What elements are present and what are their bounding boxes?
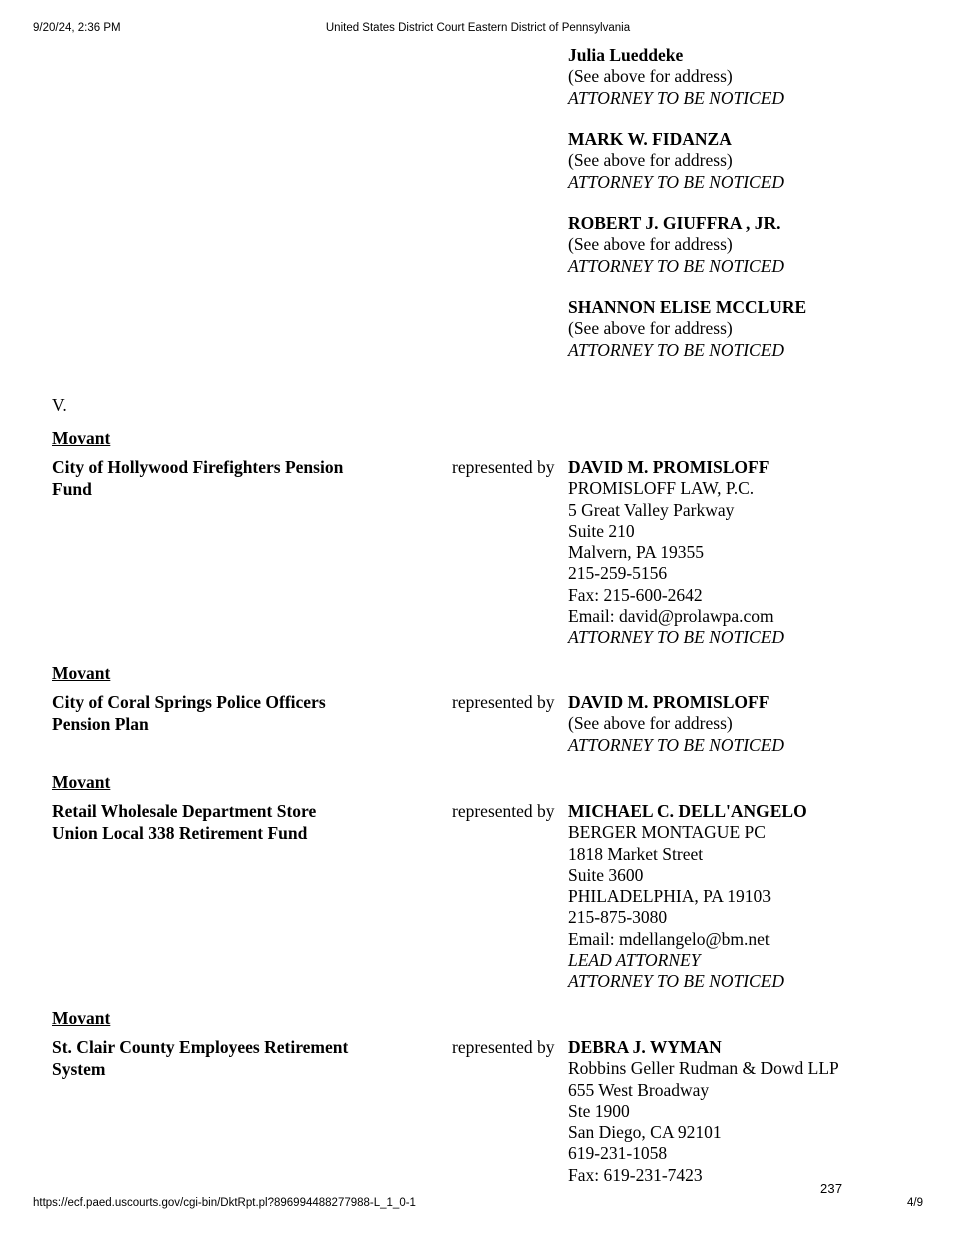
attorney-address-line: Robbins Geller Rudman & Dowd LLP (568, 1058, 839, 1079)
attorney-column (568, 297, 948, 361)
attorney-address-line: 1818 Market Street (568, 843, 704, 864)
party-column (52, 663, 432, 735)
attorney-address-line: San Diego, CA 92101 (568, 1122, 722, 1143)
party-name-line: Union Local 338 Retirement Fund (52, 822, 308, 843)
attorney-address-line: Malvern, PA 19355 (568, 542, 704, 563)
attorney-name[interactable]: DAVID M. PROMISLOFF (568, 692, 770, 712)
print-header-title: United States District Court Eastern District of Pennsylvania (325, 22, 631, 34)
party-name-line: City of Hollywood Firefighters Pension (52, 457, 344, 478)
bates-stamp: 237 (820, 1181, 843, 1196)
attorney-status: ATTORNEY TO BE NOTICED (568, 255, 785, 276)
attorney-column (568, 129, 948, 193)
represented-by-label: represented by (452, 457, 555, 477)
attorney-column (568, 692, 948, 756)
represented-by-label: represented by (452, 1037, 555, 1057)
attorney-address-line: (See above for address) (568, 66, 733, 87)
party-role-spacer (52, 684, 432, 692)
attorney-status: ATTORNEY TO BE NOTICED (568, 734, 785, 755)
party-name-line: City of Coral Springs Police Officers (52, 692, 326, 713)
attorney-column (568, 457, 948, 649)
attorney-name[interactable]: ROBERT J. GIUFFRA , JR. (568, 213, 781, 233)
print-footer (0, 1195, 956, 1211)
party-role-label: Movant (52, 663, 111, 683)
attorney-column (568, 801, 948, 993)
attorney-address-line: 215-259-5156 (568, 563, 668, 584)
attorney-name[interactable]: Julia Lueddeke (568, 45, 684, 65)
attorney-name[interactable]: MARK W. FIDANZA (568, 129, 732, 149)
party-role-spacer (52, 793, 432, 801)
attorney-address-line: Suite 3600 (568, 864, 644, 885)
attorney-column (568, 1037, 948, 1186)
attorney-address-line: Fax: 215-600-2642 (568, 584, 703, 605)
party-role-label: Movant (52, 428, 111, 448)
print-header (0, 20, 956, 36)
attorney-address-line: 619-231-1058 (568, 1143, 668, 1164)
attorney-status: ATTORNEY TO BE NOTICED (568, 171, 785, 192)
attorney-name[interactable]: SHANNON ELISE MCCLURE (568, 297, 807, 317)
party-name-line: Fund (52, 478, 92, 499)
attorney-address-line: Email: mdellangelo@bm.net (568, 928, 770, 949)
party-column (52, 772, 432, 844)
attorney-status: ATTORNEY TO BE NOTICED (568, 87, 785, 108)
attorney-status: ATTORNEY TO BE NOTICED (568, 339, 785, 360)
party-column (52, 428, 432, 500)
attorney-name[interactable]: DEBRA J. WYMAN (568, 1037, 722, 1057)
attorney-address-line: Ste 1900 (568, 1100, 630, 1121)
attorney-status: ATTORNEY TO BE NOTICED (568, 627, 785, 648)
attorney-address-line: PHILADELPHIA, PA 19103 (568, 886, 772, 907)
party-role-spacer (52, 449, 432, 457)
attorney-address-line: Email: david@prolawpa.com (568, 606, 774, 627)
party-role-label: Movant (52, 1008, 111, 1028)
attorney-address-line: (See above for address) (568, 713, 733, 734)
party-name-line: Pension Plan (52, 713, 149, 734)
represented-by-label: represented by (452, 801, 555, 821)
attorney-name[interactable]: MICHAEL C. DELL'ANGELO (568, 801, 807, 821)
attorney-address-line: (See above for address) (568, 234, 733, 255)
attorney-address-line: BERGER MONTAGUE PC (568, 822, 766, 843)
attorney-status: ATTORNEY TO BE NOTICED (568, 971, 785, 992)
attorney-address-line: 215-875-3080 (568, 907, 668, 928)
party-role-label: Movant (52, 772, 111, 792)
party-name-line: Retail Wholesale Department Store (52, 801, 317, 822)
party-name-line: St. Clair County Employees Retirement (52, 1037, 349, 1058)
attorney-name[interactable]: DAVID M. PROMISLOFF (568, 457, 770, 477)
party-column (52, 1008, 432, 1080)
attorney-address-line: PROMISLOFF LAW, P.C. (568, 478, 755, 499)
attorney-address-line: Fax: 619-231-7423 (568, 1164, 703, 1185)
attorney-address-line: (See above for address) (568, 318, 733, 339)
party-role-spacer (52, 1029, 432, 1037)
attorney-column (568, 213, 948, 277)
party-name-line: System (52, 1058, 106, 1079)
attorney-address-line: Suite 210 (568, 520, 635, 541)
print-footer-page: 4/9 (907, 1197, 923, 1209)
print-footer-url[interactable]: https://ecf.paed.uscourts.gov/cgi-bin/DktRpt.pl?896994488277988-L_1_0-1 (33, 1197, 416, 1209)
attorney-status: LEAD ATTORNEY (568, 950, 701, 971)
versus-label: V. (52, 395, 67, 415)
print-header-date: 9/20/24, 2:36 PM (33, 22, 121, 34)
attorney-address-line: (See above for address) (568, 150, 733, 171)
attorney-column (568, 45, 948, 109)
represented-by-label: represented by (452, 692, 555, 712)
attorney-address-line: 655 West Broadway (568, 1079, 710, 1100)
attorney-address-line: 5 Great Valley Parkway (568, 499, 735, 520)
